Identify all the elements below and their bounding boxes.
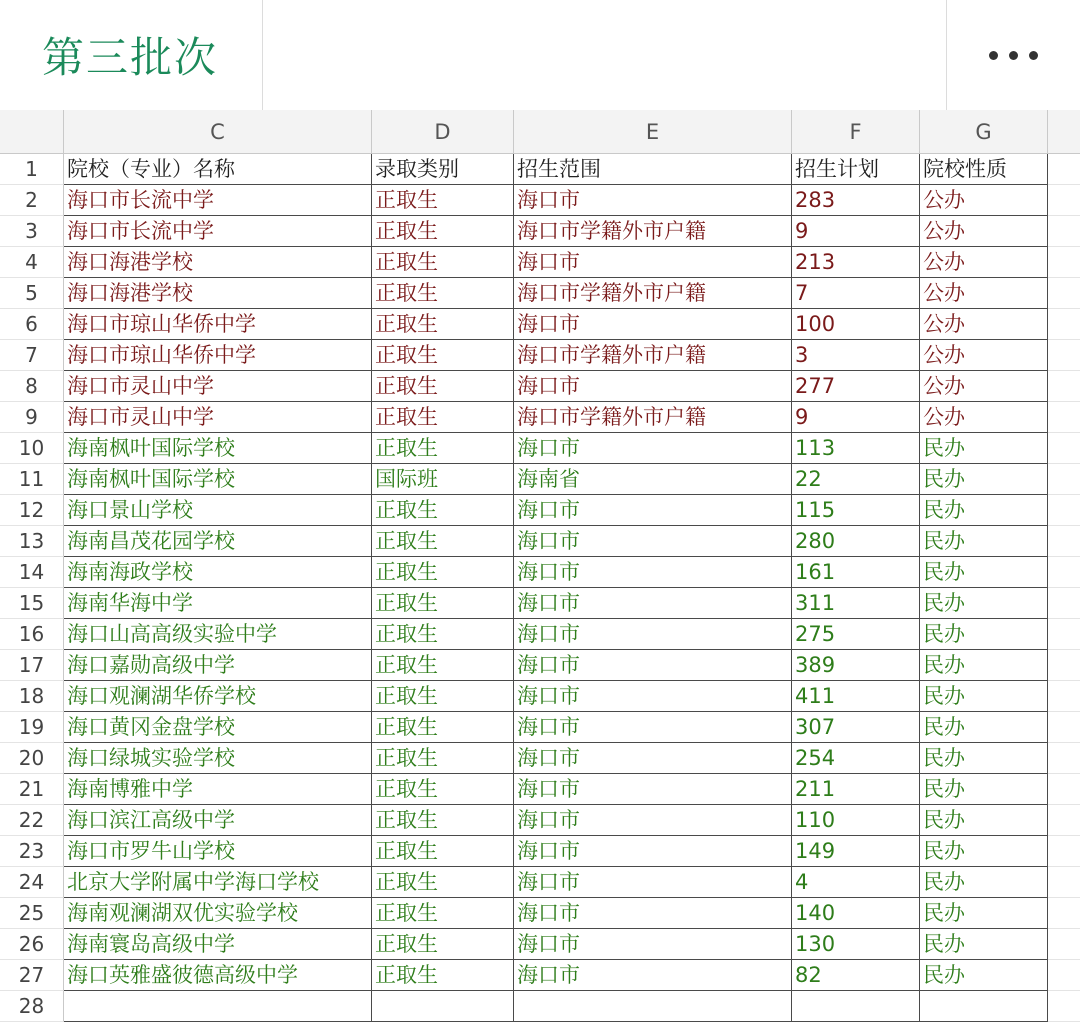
cell-c[interactable]: 海口黄冈金盘学校: [64, 712, 372, 743]
cell-g[interactable]: 公办: [920, 309, 1048, 340]
cell-d[interactable]: 正取生: [372, 836, 514, 867]
cell-f[interactable]: 140: [792, 898, 920, 929]
cell-e[interactable]: [514, 991, 792, 1022]
cell-f[interactable]: 280: [792, 526, 920, 557]
cell-g[interactable]: 民办: [920, 898, 1048, 929]
cell-f[interactable]: 3: [792, 340, 920, 371]
cell-d[interactable]: 正取生: [372, 650, 514, 681]
cell-e[interactable]: 海口市: [514, 960, 792, 991]
cell-c[interactable]: 北京大学附属中学海口学校: [64, 867, 372, 898]
table-row: [0, 960, 1080, 991]
table-row: [0, 464, 1080, 495]
cell-g[interactable]: 民办: [920, 805, 1048, 836]
cell-f[interactable]: 100: [792, 309, 920, 340]
table-row: [0, 495, 1080, 526]
cell-empty[interactable]: [1048, 557, 1080, 588]
table-row: [0, 929, 1080, 960]
cell-g[interactable]: 民办: [920, 464, 1048, 495]
row-number[interactable]: 5: [0, 278, 64, 309]
row-number[interactable]: 28: [0, 991, 64, 1022]
column-header-d[interactable]: D: [372, 110, 514, 154]
cell-c[interactable]: 海南博雅中学: [64, 774, 372, 805]
cell-d[interactable]: [372, 991, 514, 1022]
cell-c[interactable]: 海南海政学校: [64, 557, 372, 588]
cell-c[interactable]: 海口观澜湖华侨学校: [64, 681, 372, 712]
cell-empty[interactable]: [1048, 588, 1080, 619]
row-number[interactable]: 1: [0, 154, 64, 185]
cell-e[interactable]: 招生范围: [514, 154, 792, 185]
cell-e[interactable]: 海口市学籍外市户籍: [514, 402, 792, 433]
row-number[interactable]: 27: [0, 960, 64, 991]
cell-d[interactable]: 正取生: [372, 712, 514, 743]
cell-empty[interactable]: [1048, 278, 1080, 309]
cell-d[interactable]: 正取生: [372, 402, 514, 433]
cell-g[interactable]: 民办: [920, 743, 1048, 774]
cell-d[interactable]: 正取生: [372, 247, 514, 278]
cell-f[interactable]: 161: [792, 557, 920, 588]
cell-empty[interactable]: [1048, 154, 1080, 185]
table-row: [0, 247, 1080, 278]
cell-g[interactable]: 公办: [920, 402, 1048, 433]
cell-g[interactable]: 院校性质: [920, 154, 1048, 185]
table-row: [0, 216, 1080, 247]
cell-empty[interactable]: [1048, 371, 1080, 402]
cell-d[interactable]: 正取生: [372, 743, 514, 774]
cell-d[interactable]: 正取生: [372, 681, 514, 712]
cell-g[interactable]: 公办: [920, 340, 1048, 371]
cell-g[interactable]: [920, 991, 1048, 1022]
cell-f[interactable]: 277: [792, 371, 920, 402]
cell-g[interactable]: 民办: [920, 495, 1048, 526]
cell-d[interactable]: 正取生: [372, 929, 514, 960]
cell-empty[interactable]: [1048, 402, 1080, 433]
cell-g[interactable]: 公办: [920, 247, 1048, 278]
row-number[interactable]: 14: [0, 557, 64, 588]
table-row: [0, 991, 1080, 1022]
table-row: [0, 309, 1080, 340]
cell-c[interactable]: 海口市灵山中学: [64, 402, 372, 433]
cell-e[interactable]: 海口市: [514, 774, 792, 805]
row-number[interactable]: 11: [0, 464, 64, 495]
cell-empty[interactable]: [1048, 185, 1080, 216]
cell-d[interactable]: 正取生: [372, 619, 514, 650]
cell-f[interactable]: 115: [792, 495, 920, 526]
cell-g[interactable]: 民办: [920, 588, 1048, 619]
cell-e[interactable]: 海口市: [514, 836, 792, 867]
table-row: [0, 278, 1080, 309]
cell-f[interactable]: 149: [792, 836, 920, 867]
cell-f[interactable]: 389: [792, 650, 920, 681]
cell-g[interactable]: 民办: [920, 650, 1048, 681]
cell-g[interactable]: 民办: [920, 619, 1048, 650]
row-number[interactable]: 6: [0, 309, 64, 340]
column-header-g[interactable]: G: [920, 110, 1048, 154]
cell-f[interactable]: 招生计划: [792, 154, 920, 185]
cell-g[interactable]: 民办: [920, 960, 1048, 991]
cell-g[interactable]: 民办: [920, 712, 1048, 743]
cell-f[interactable]: 411: [792, 681, 920, 712]
cell-empty[interactable]: [1048, 650, 1080, 681]
cell-d[interactable]: 正取生: [372, 216, 514, 247]
cell-e[interactable]: 海口市学籍外市户籍: [514, 216, 792, 247]
cell-empty[interactable]: [1048, 340, 1080, 371]
cell-d[interactable]: 正取生: [372, 495, 514, 526]
cell-g[interactable]: 民办: [920, 557, 1048, 588]
cell-d[interactable]: 正取生: [372, 309, 514, 340]
spreadsheet-grid: [0, 110, 1080, 1018]
table-row: [0, 712, 1080, 743]
cell-d[interactable]: 正取生: [372, 278, 514, 309]
row-number[interactable]: 10: [0, 433, 64, 464]
cell-f[interactable]: 275: [792, 619, 920, 650]
cell-d[interactable]: 正取生: [372, 960, 514, 991]
select-all-corner[interactable]: [0, 110, 64, 154]
cell-f[interactable]: 110: [792, 805, 920, 836]
row-number[interactable]: 4: [0, 247, 64, 278]
row-number[interactable]: 3: [0, 216, 64, 247]
cell-e[interactable]: 海口市: [514, 433, 792, 464]
cell-f[interactable]: 211: [792, 774, 920, 805]
cell-c[interactable]: 海口市长流中学: [64, 185, 372, 216]
cell-e[interactable]: 海口市: [514, 526, 792, 557]
cell-empty[interactable]: [1048, 216, 1080, 247]
cell-d[interactable]: 录取类别: [372, 154, 514, 185]
sheet-tab-active[interactable]: [0, 0, 263, 110]
cell-g[interactable]: 公办: [920, 185, 1048, 216]
table-row: [0, 650, 1080, 681]
column-header-e[interactable]: E: [514, 110, 792, 154]
cell-d[interactable]: 正取生: [372, 433, 514, 464]
cell-c[interactable]: 海南华海中学: [64, 588, 372, 619]
table-row: [0, 681, 1080, 712]
table-row: [0, 526, 1080, 557]
cell-empty[interactable]: [1048, 247, 1080, 278]
cell-empty[interactable]: [1048, 991, 1080, 1022]
sheet-tab-label: 第三批次: [42, 33, 219, 82]
table-row: [0, 898, 1080, 929]
cell-e[interactable]: 海口市: [514, 929, 792, 960]
cell-e[interactable]: 海口市: [514, 805, 792, 836]
cell-f[interactable]: 9: [792, 402, 920, 433]
cell-g[interactable]: 公办: [920, 216, 1048, 247]
cell-f[interactable]: 283: [792, 185, 920, 216]
more-dots-icon: [989, 51, 1038, 60]
cell-d[interactable]: 正取生: [372, 185, 514, 216]
cell-e[interactable]: 海口市: [514, 650, 792, 681]
cell-e[interactable]: 海口市: [514, 247, 792, 278]
cell-e[interactable]: 海口市: [514, 898, 792, 929]
cell-f[interactable]: 307: [792, 712, 920, 743]
row-number[interactable]: 21: [0, 774, 64, 805]
sheet-tab-bar: [0, 0, 1080, 111]
row-number[interactable]: 7: [0, 340, 64, 371]
cell-c[interactable]: 海口海港学校: [64, 278, 372, 309]
cell-empty[interactable]: [1048, 805, 1080, 836]
row-number[interactable]: 9: [0, 402, 64, 433]
column-header-c[interactable]: C: [64, 110, 372, 154]
cell-f[interactable]: 113: [792, 433, 920, 464]
cell-empty[interactable]: [1048, 836, 1080, 867]
cell-e[interactable]: 海口市: [514, 557, 792, 588]
cell-f[interactable]: 311: [792, 588, 920, 619]
cell-e[interactable]: 海口市: [514, 588, 792, 619]
cell-g[interactable]: 公办: [920, 371, 1048, 402]
cell-c[interactable]: 海口景山学校: [64, 495, 372, 526]
cell-c[interactable]: 海南枫叶国际学校: [64, 433, 372, 464]
cell-g[interactable]: 公办: [920, 278, 1048, 309]
cell-c[interactable]: 海南观澜湖双优实验学校: [64, 898, 372, 929]
cell-f[interactable]: 9: [792, 216, 920, 247]
cell-c[interactable]: 海南枫叶国际学校: [64, 464, 372, 495]
row-number[interactable]: 24: [0, 867, 64, 898]
row-number[interactable]: 22: [0, 805, 64, 836]
cell-e[interactable]: 海口市: [514, 185, 792, 216]
cell-c[interactable]: 海口嘉勋高级中学: [64, 650, 372, 681]
cell-d[interactable]: 正取生: [372, 371, 514, 402]
cell-e[interactable]: 海口市: [514, 743, 792, 774]
cell-c[interactable]: 海口市灵山中学: [64, 371, 372, 402]
row-number[interactable]: 15: [0, 588, 64, 619]
table-row: [0, 340, 1080, 371]
cell-empty[interactable]: [1048, 464, 1080, 495]
table-row: [0, 774, 1080, 805]
cell-c[interactable]: 海口海港学校: [64, 247, 372, 278]
table-row: [0, 743, 1080, 774]
cell-empty[interactable]: [1048, 743, 1080, 774]
cell-empty[interactable]: [1048, 619, 1080, 650]
table-row: [0, 557, 1080, 588]
row-number[interactable]: 26: [0, 929, 64, 960]
cell-f[interactable]: [792, 991, 920, 1022]
cell-c[interactable]: 海口英雅盛彼德高级中学: [64, 960, 372, 991]
row-number[interactable]: 25: [0, 898, 64, 929]
cell-g[interactable]: 民办: [920, 526, 1048, 557]
cell-c[interactable]: 海口市长流中学: [64, 216, 372, 247]
row-number[interactable]: 18: [0, 681, 64, 712]
table-row: [0, 185, 1080, 216]
cell-e[interactable]: 海口市: [514, 495, 792, 526]
cell-e[interactable]: 海口市学籍外市户籍: [514, 340, 792, 371]
cell-empty[interactable]: [1048, 960, 1080, 991]
cell-d[interactable]: 正取生: [372, 340, 514, 371]
cell-c[interactable]: [64, 991, 372, 1022]
cell-g[interactable]: 民办: [920, 774, 1048, 805]
cell-empty[interactable]: [1048, 433, 1080, 464]
cell-empty[interactable]: [1048, 774, 1080, 805]
row-number[interactable]: 17: [0, 650, 64, 681]
table-row: [0, 433, 1080, 464]
table-row: [0, 805, 1080, 836]
cell-e[interactable]: 海口市: [514, 681, 792, 712]
cell-empty[interactable]: [1048, 929, 1080, 960]
table-row: [0, 154, 1080, 185]
cell-d[interactable]: 正取生: [372, 588, 514, 619]
cell-empty[interactable]: [1048, 681, 1080, 712]
cell-d[interactable]: 正取生: [372, 805, 514, 836]
table-row: [0, 371, 1080, 402]
cell-e[interactable]: 海南省: [514, 464, 792, 495]
cell-empty[interactable]: [1048, 309, 1080, 340]
cell-d[interactable]: 正取生: [372, 774, 514, 805]
cell-f[interactable]: 4: [792, 867, 920, 898]
cell-c[interactable]: 海口市琼山华侨中学: [64, 309, 372, 340]
cell-f[interactable]: 254: [792, 743, 920, 774]
row-number[interactable]: 2: [0, 185, 64, 216]
cell-e[interactable]: 海口市: [514, 619, 792, 650]
cell-c[interactable]: 海口市琼山华侨中学: [64, 340, 372, 371]
cell-c[interactable]: 海口市罗牛山学校: [64, 836, 372, 867]
cell-e[interactable]: 海口市: [514, 371, 792, 402]
cell-f[interactable]: 213: [792, 247, 920, 278]
row-number[interactable]: 19: [0, 712, 64, 743]
cell-c[interactable]: 海南寰岛高级中学: [64, 929, 372, 960]
cell-f[interactable]: 82: [792, 960, 920, 991]
cell-d[interactable]: 正取生: [372, 526, 514, 557]
table-row: [0, 867, 1080, 898]
cell-c[interactable]: 海口滨江高级中学: [64, 805, 372, 836]
row-number[interactable]: 8: [0, 371, 64, 402]
cell-f[interactable]: 22: [792, 464, 920, 495]
cell-empty[interactable]: [1048, 495, 1080, 526]
cell-empty[interactable]: [1048, 898, 1080, 929]
row-number[interactable]: 23: [0, 836, 64, 867]
cell-g[interactable]: 民办: [920, 836, 1048, 867]
cell-e[interactable]: 海口市学籍外市户籍: [514, 278, 792, 309]
row-number[interactable]: 16: [0, 619, 64, 650]
cell-g[interactable]: 民办: [920, 929, 1048, 960]
table-row: [0, 588, 1080, 619]
column-header-row: [64, 110, 1080, 154]
column-header-f[interactable]: F: [792, 110, 920, 154]
table-row: [0, 402, 1080, 433]
cell-empty[interactable]: [1048, 526, 1080, 557]
row-number[interactable]: 12: [0, 495, 64, 526]
table-row: [0, 836, 1080, 867]
cell-d[interactable]: 国际班: [372, 464, 514, 495]
row-number[interactable]: 20: [0, 743, 64, 774]
grid-rows: [0, 154, 1080, 1022]
cell-e[interactable]: 海口市: [514, 309, 792, 340]
cell-f[interactable]: 130: [792, 929, 920, 960]
cell-d[interactable]: 正取生: [372, 867, 514, 898]
cell-g[interactable]: 民办: [920, 433, 1048, 464]
cell-d[interactable]: 正取生: [372, 557, 514, 588]
cell-empty[interactable]: [1048, 712, 1080, 743]
cell-d[interactable]: 正取生: [372, 898, 514, 929]
cell-g[interactable]: 民办: [920, 681, 1048, 712]
more-options-button[interactable]: [946, 0, 1080, 110]
cell-empty[interactable]: [1048, 867, 1080, 898]
row-number[interactable]: 13: [0, 526, 64, 557]
cell-f[interactable]: 7: [792, 278, 920, 309]
column-header-next[interactable]: [1048, 110, 1080, 154]
cell-g[interactable]: 民办: [920, 867, 1048, 898]
cell-e[interactable]: 海口市: [514, 867, 792, 898]
cell-c[interactable]: 院校（专业）名称: [64, 154, 372, 185]
cell-c[interactable]: 海南昌茂花园学校: [64, 526, 372, 557]
cell-e[interactable]: 海口市: [514, 712, 792, 743]
cell-c[interactable]: 海口绿城实验学校: [64, 743, 372, 774]
table-row: [0, 619, 1080, 650]
cell-c[interactable]: 海口山高高级实验中学: [64, 619, 372, 650]
